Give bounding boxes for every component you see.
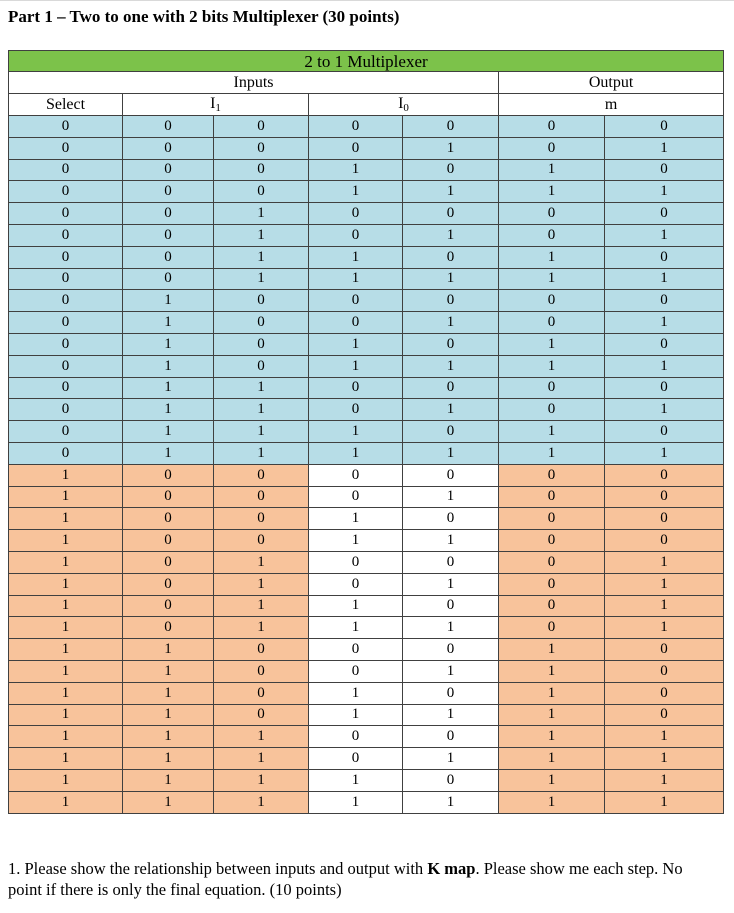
table-row — [9, 181, 724, 203]
cell-i0-bit1: 0 — [309, 551, 403, 573]
cell-m-bit0: 1 — [605, 355, 724, 377]
question-text — [8, 858, 718, 900]
cell-select: 0 — [9, 181, 123, 203]
cell-i0-bit1: 1 — [309, 595, 403, 617]
cell-i0-bit0: 0 — [403, 464, 499, 486]
cell-select: 0 — [9, 246, 123, 268]
cell-i1-bit1: 1 — [123, 639, 214, 661]
cell-i0-bit0: 0 — [403, 726, 499, 748]
cell-i0-bit0: 1 — [403, 704, 499, 726]
cell-m-bit0: 1 — [605, 442, 724, 464]
cell-i0-bit0: 1 — [403, 399, 499, 421]
table-title: 2 to 1 Multiplexer — [9, 51, 724, 72]
cell-select: 0 — [9, 203, 123, 225]
cell-i1-bit0: 1 — [214, 268, 309, 290]
i1-column-header — [123, 94, 309, 116]
i1-subscript: 1 — [215, 101, 221, 114]
cell-i0-bit1: 1 — [309, 791, 403, 813]
cell-i1-bit1: 0 — [123, 224, 214, 246]
cell-select: 1 — [9, 508, 123, 530]
cell-i0-bit1: 1 — [309, 508, 403, 530]
table-row — [9, 203, 724, 225]
cell-i0-bit1: 0 — [309, 464, 403, 486]
cell-i0-bit0: 1 — [403, 312, 499, 334]
cell-m-bit1: 1 — [499, 660, 605, 682]
table-row — [9, 508, 724, 530]
table-row — [9, 639, 724, 661]
cell-i1-bit1: 0 — [123, 268, 214, 290]
cell-i1-bit0: 0 — [214, 137, 309, 159]
cell-i1-bit1: 1 — [123, 726, 214, 748]
cell-i1-bit0: 1 — [214, 617, 309, 639]
cell-i1-bit1: 0 — [123, 486, 214, 508]
cell-i1-bit0: 1 — [214, 246, 309, 268]
cell-m-bit0: 1 — [605, 726, 724, 748]
multiplexer-truth-table — [8, 50, 724, 814]
cell-select: 0 — [9, 268, 123, 290]
cell-i1-bit0: 0 — [214, 116, 309, 138]
cell-i1-bit0: 0 — [214, 530, 309, 552]
cell-m-bit1: 1 — [499, 333, 605, 355]
table-row — [9, 464, 724, 486]
cell-m-bit1: 1 — [499, 791, 605, 813]
cell-m-bit1: 1 — [499, 181, 605, 203]
cell-m-bit0: 1 — [605, 551, 724, 573]
table-row — [9, 551, 724, 573]
cell-i0-bit1: 0 — [309, 290, 403, 312]
table-row — [9, 748, 724, 770]
cell-m-bit0: 0 — [605, 290, 724, 312]
table-row — [9, 246, 724, 268]
i0-column-header — [309, 94, 499, 116]
table-row — [9, 573, 724, 595]
table-row — [9, 726, 724, 748]
cell-m-bit0: 1 — [605, 617, 724, 639]
cell-i1-bit1: 0 — [123, 464, 214, 486]
cell-i0-bit1: 1 — [309, 421, 403, 443]
cell-i1-bit1: 0 — [123, 551, 214, 573]
cell-i0-bit1: 0 — [309, 224, 403, 246]
cell-m-bit1: 0 — [499, 486, 605, 508]
cell-m-bit1: 0 — [499, 595, 605, 617]
table-row — [9, 399, 724, 421]
cell-i0-bit1: 0 — [309, 639, 403, 661]
cell-i1-bit0: 0 — [214, 290, 309, 312]
cell-select: 0 — [9, 137, 123, 159]
cell-m-bit0: 0 — [605, 333, 724, 355]
cell-i1-bit0: 0 — [214, 333, 309, 355]
table-row — [9, 268, 724, 290]
cell-select: 0 — [9, 421, 123, 443]
cell-i1-bit1: 1 — [123, 290, 214, 312]
cell-m-bit0: 1 — [605, 312, 724, 334]
cell-select: 1 — [9, 639, 123, 661]
i0-subscript: 0 — [403, 101, 409, 114]
cell-i0-bit0: 1 — [403, 181, 499, 203]
m-column-header: m — [499, 94, 724, 116]
page-heading: Part 1 – Two to one with 2 bits Multiplexer (30 points) — [8, 7, 400, 26]
cell-m-bit0: 1 — [605, 268, 724, 290]
cell-select: 1 — [9, 704, 123, 726]
table-row — [9, 442, 724, 464]
cell-select: 0 — [9, 355, 123, 377]
cell-i0-bit0: 1 — [403, 573, 499, 595]
cell-i0-bit1: 0 — [309, 573, 403, 595]
cell-i0-bit0: 1 — [403, 486, 499, 508]
cell-i0-bit0: 0 — [403, 377, 499, 399]
cell-m-bit1: 1 — [499, 682, 605, 704]
cell-i0-bit1: 1 — [309, 333, 403, 355]
cell-select: 0 — [9, 377, 123, 399]
cell-m-bit0: 0 — [605, 116, 724, 138]
cell-m-bit0: 1 — [605, 573, 724, 595]
cell-m-bit0: 0 — [605, 639, 724, 661]
cell-i1-bit0: 0 — [214, 181, 309, 203]
cell-m-bit0: 0 — [605, 246, 724, 268]
cell-m-bit1: 0 — [499, 508, 605, 530]
i1-label: I — [210, 94, 216, 112]
cell-i0-bit1: 1 — [309, 268, 403, 290]
cell-i1-bit0: 1 — [214, 442, 309, 464]
table-row — [9, 377, 724, 399]
cell-m-bit1: 1 — [499, 442, 605, 464]
cell-m-bit1: 0 — [499, 137, 605, 159]
table-row — [9, 682, 724, 704]
cell-i1-bit0: 1 — [214, 377, 309, 399]
cell-i0-bit0: 0 — [403, 421, 499, 443]
cell-i0-bit1: 1 — [309, 769, 403, 791]
cell-m-bit0: 0 — [605, 660, 724, 682]
cell-m-bit1: 0 — [499, 377, 605, 399]
cell-i0-bit1: 0 — [309, 312, 403, 334]
cell-i1-bit1: 0 — [123, 617, 214, 639]
cell-select: 0 — [9, 116, 123, 138]
cell-i0-bit0: 0 — [403, 246, 499, 268]
cell-i0-bit1: 1 — [309, 682, 403, 704]
cell-select: 1 — [9, 769, 123, 791]
cell-i1-bit1: 0 — [123, 595, 214, 617]
cell-i1-bit1: 0 — [123, 530, 214, 552]
cell-i1-bit0: 0 — [214, 704, 309, 726]
cell-i1-bit0: 1 — [214, 224, 309, 246]
cell-i0-bit1: 1 — [309, 159, 403, 181]
cell-i1-bit1: 1 — [123, 355, 214, 377]
cell-m-bit0: 0 — [605, 203, 724, 225]
cell-m-bit0: 0 — [605, 704, 724, 726]
table-row — [9, 530, 724, 552]
cell-i1-bit1: 1 — [123, 377, 214, 399]
cell-m-bit0: 0 — [605, 159, 724, 181]
cell-i0-bit0: 0 — [403, 203, 499, 225]
cell-i1-bit0: 1 — [214, 748, 309, 770]
cell-select: 0 — [9, 399, 123, 421]
cell-select: 0 — [9, 333, 123, 355]
cell-i1-bit0: 0 — [214, 639, 309, 661]
cell-i0-bit0: 1 — [403, 791, 499, 813]
table-row — [9, 137, 724, 159]
cell-i0-bit0: 0 — [403, 159, 499, 181]
question-prefix: 1. Please show the relationship between inputs and output with — [8, 859, 428, 878]
cell-i0-bit0: 0 — [403, 551, 499, 573]
question-suffix: . Please show me each step. No point if there is only the final equation. (10 points) — [8, 859, 683, 899]
cell-m-bit1: 1 — [499, 748, 605, 770]
cell-select: 0 — [9, 290, 123, 312]
select-column-header: Select — [9, 94, 123, 116]
cell-select: 1 — [9, 791, 123, 813]
cell-m-bit0: 0 — [605, 421, 724, 443]
cell-m-bit0: 1 — [605, 769, 724, 791]
cell-i1-bit0: 0 — [214, 660, 309, 682]
cell-m-bit0: 0 — [605, 508, 724, 530]
cell-i1-bit0: 1 — [214, 421, 309, 443]
cell-i0-bit0: 0 — [403, 682, 499, 704]
table-row — [9, 791, 724, 813]
i0-label: I — [398, 94, 404, 112]
output-group-header: Output — [499, 72, 724, 94]
cell-select: 0 — [9, 159, 123, 181]
cell-m-bit1: 0 — [499, 573, 605, 595]
cell-i0-bit0: 0 — [403, 333, 499, 355]
cell-i1-bit1: 1 — [123, 682, 214, 704]
cell-select: 1 — [9, 573, 123, 595]
cell-i0-bit0: 0 — [403, 116, 499, 138]
cell-i0-bit0: 1 — [403, 355, 499, 377]
cell-m-bit1: 0 — [499, 399, 605, 421]
cell-i0-bit0: 1 — [403, 442, 499, 464]
table-row — [9, 769, 724, 791]
cell-select: 1 — [9, 486, 123, 508]
cell-m-bit0: 1 — [605, 595, 724, 617]
cell-m-bit0: 0 — [605, 377, 724, 399]
table-row — [9, 116, 724, 138]
cell-m-bit1: 0 — [499, 617, 605, 639]
cell-i1-bit1: 1 — [123, 333, 214, 355]
cell-i1-bit0: 0 — [214, 159, 309, 181]
cell-m-bit1: 1 — [499, 355, 605, 377]
cell-m-bit1: 0 — [499, 551, 605, 573]
cell-i1-bit0: 0 — [214, 355, 309, 377]
cell-i0-bit0: 0 — [403, 639, 499, 661]
cell-i0-bit1: 0 — [309, 399, 403, 421]
cell-i1-bit1: 0 — [123, 116, 214, 138]
cell-i1-bit0: 0 — [214, 508, 309, 530]
cell-i1-bit1: 1 — [123, 399, 214, 421]
cell-select: 1 — [9, 748, 123, 770]
cell-m-bit1: 1 — [499, 421, 605, 443]
cell-i1-bit1: 0 — [123, 573, 214, 595]
cell-i1-bit0: 1 — [214, 726, 309, 748]
cell-i1-bit0: 1 — [214, 573, 309, 595]
cell-select: 1 — [9, 530, 123, 552]
cell-i0-bit1: 1 — [309, 355, 403, 377]
cell-i1-bit1: 0 — [123, 137, 214, 159]
table-row — [9, 224, 724, 246]
cell-m-bit0: 1 — [605, 137, 724, 159]
cell-select: 0 — [9, 224, 123, 246]
cell-i1-bit0: 0 — [214, 312, 309, 334]
cell-i0-bit0: 0 — [403, 769, 499, 791]
cell-i0-bit0: 1 — [403, 617, 499, 639]
cell-m-bit0: 0 — [605, 682, 724, 704]
cell-i1-bit0: 1 — [214, 551, 309, 573]
table-row — [9, 660, 724, 682]
cell-m-bit1: 1 — [499, 769, 605, 791]
cell-i1-bit1: 1 — [123, 748, 214, 770]
cell-i1-bit1: 1 — [123, 769, 214, 791]
cell-m-bit1: 0 — [499, 290, 605, 312]
cell-i1-bit0: 1 — [214, 769, 309, 791]
cell-i0-bit0: 1 — [403, 224, 499, 246]
cell-i0-bit1: 1 — [309, 704, 403, 726]
table-row — [9, 486, 724, 508]
top-divider — [0, 0, 734, 1]
cell-i0-bit1: 0 — [309, 137, 403, 159]
table-row — [9, 159, 724, 181]
cell-select: 1 — [9, 617, 123, 639]
cell-i1-bit0: 0 — [214, 464, 309, 486]
cell-m-bit1: 1 — [499, 246, 605, 268]
cell-i1-bit1: 1 — [123, 421, 214, 443]
cell-i1-bit0: 1 — [214, 399, 309, 421]
cell-i0-bit0: 0 — [403, 508, 499, 530]
cell-m-bit1: 0 — [499, 203, 605, 225]
table-row — [9, 290, 724, 312]
cell-m-bit1: 1 — [499, 268, 605, 290]
cell-i0-bit0: 1 — [403, 748, 499, 770]
cell-i0-bit1: 0 — [309, 203, 403, 225]
cell-i1-bit1: 1 — [123, 312, 214, 334]
cell-i1-bit0: 1 — [214, 595, 309, 617]
cell-select: 1 — [9, 551, 123, 573]
cell-m-bit0: 0 — [605, 486, 724, 508]
cell-select: 1 — [9, 464, 123, 486]
cell-m-bit0: 0 — [605, 464, 724, 486]
cell-m-bit0: 0 — [605, 530, 724, 552]
cell-i1-bit0: 0 — [214, 682, 309, 704]
cell-i1-bit1: 0 — [123, 246, 214, 268]
cell-m-bit0: 1 — [605, 181, 724, 203]
cell-select: 0 — [9, 312, 123, 334]
cell-i1-bit1: 0 — [123, 181, 214, 203]
cell-i1-bit1: 0 — [123, 203, 214, 225]
cell-i0-bit0: 1 — [403, 660, 499, 682]
table-row — [9, 355, 724, 377]
cell-select: 1 — [9, 682, 123, 704]
table-row — [9, 312, 724, 334]
cell-i1-bit1: 1 — [123, 791, 214, 813]
table-row — [9, 595, 724, 617]
cell-i1-bit1: 1 — [123, 660, 214, 682]
cell-i1-bit1: 0 — [123, 159, 214, 181]
cell-select: 1 — [9, 726, 123, 748]
question-bold: K map — [427, 859, 476, 878]
table-row — [9, 333, 724, 355]
cell-i0-bit0: 1 — [403, 530, 499, 552]
cell-i0-bit1: 0 — [309, 726, 403, 748]
cell-i1-bit1: 1 — [123, 704, 214, 726]
cell-i0-bit1: 0 — [309, 116, 403, 138]
cell-m-bit1: 1 — [499, 159, 605, 181]
cell-m-bit1: 1 — [499, 639, 605, 661]
cell-m-bit1: 1 — [499, 704, 605, 726]
cell-select: 1 — [9, 595, 123, 617]
cell-i1-bit0: 1 — [214, 203, 309, 225]
cell-m-bit0: 1 — [605, 791, 724, 813]
cell-m-bit0: 1 — [605, 224, 724, 246]
cell-i0-bit1: 0 — [309, 486, 403, 508]
cell-i0-bit1: 1 — [309, 442, 403, 464]
cell-i0-bit0: 1 — [403, 268, 499, 290]
cell-m-bit1: 0 — [499, 224, 605, 246]
cell-i1-bit1: 1 — [123, 442, 214, 464]
cell-i0-bit1: 1 — [309, 530, 403, 552]
cell-i0-bit0: 0 — [403, 290, 499, 312]
cell-m-bit0: 1 — [605, 399, 724, 421]
cell-i0-bit1: 1 — [309, 617, 403, 639]
cell-i1-bit0: 1 — [214, 791, 309, 813]
cell-m-bit1: 0 — [499, 116, 605, 138]
cell-i0-bit0: 0 — [403, 595, 499, 617]
table-row — [9, 704, 724, 726]
cell-m-bit1: 0 — [499, 464, 605, 486]
cell-i0-bit0: 1 — [403, 137, 499, 159]
cell-i1-bit1: 0 — [123, 508, 214, 530]
cell-i0-bit1: 0 — [309, 660, 403, 682]
cell-select: 1 — [9, 660, 123, 682]
cell-m-bit0: 1 — [605, 748, 724, 770]
table-row — [9, 617, 724, 639]
cell-i0-bit1: 1 — [309, 181, 403, 203]
cell-i0-bit1: 0 — [309, 748, 403, 770]
cell-i0-bit1: 0 — [309, 377, 403, 399]
cell-m-bit1: 0 — [499, 312, 605, 334]
table-row — [9, 421, 724, 443]
cell-i1-bit0: 0 — [214, 486, 309, 508]
cell-m-bit1: 1 — [499, 726, 605, 748]
cell-select: 0 — [9, 442, 123, 464]
inputs-group-header: Inputs — [9, 72, 499, 94]
cell-i0-bit1: 1 — [309, 246, 403, 268]
cell-m-bit1: 0 — [499, 530, 605, 552]
